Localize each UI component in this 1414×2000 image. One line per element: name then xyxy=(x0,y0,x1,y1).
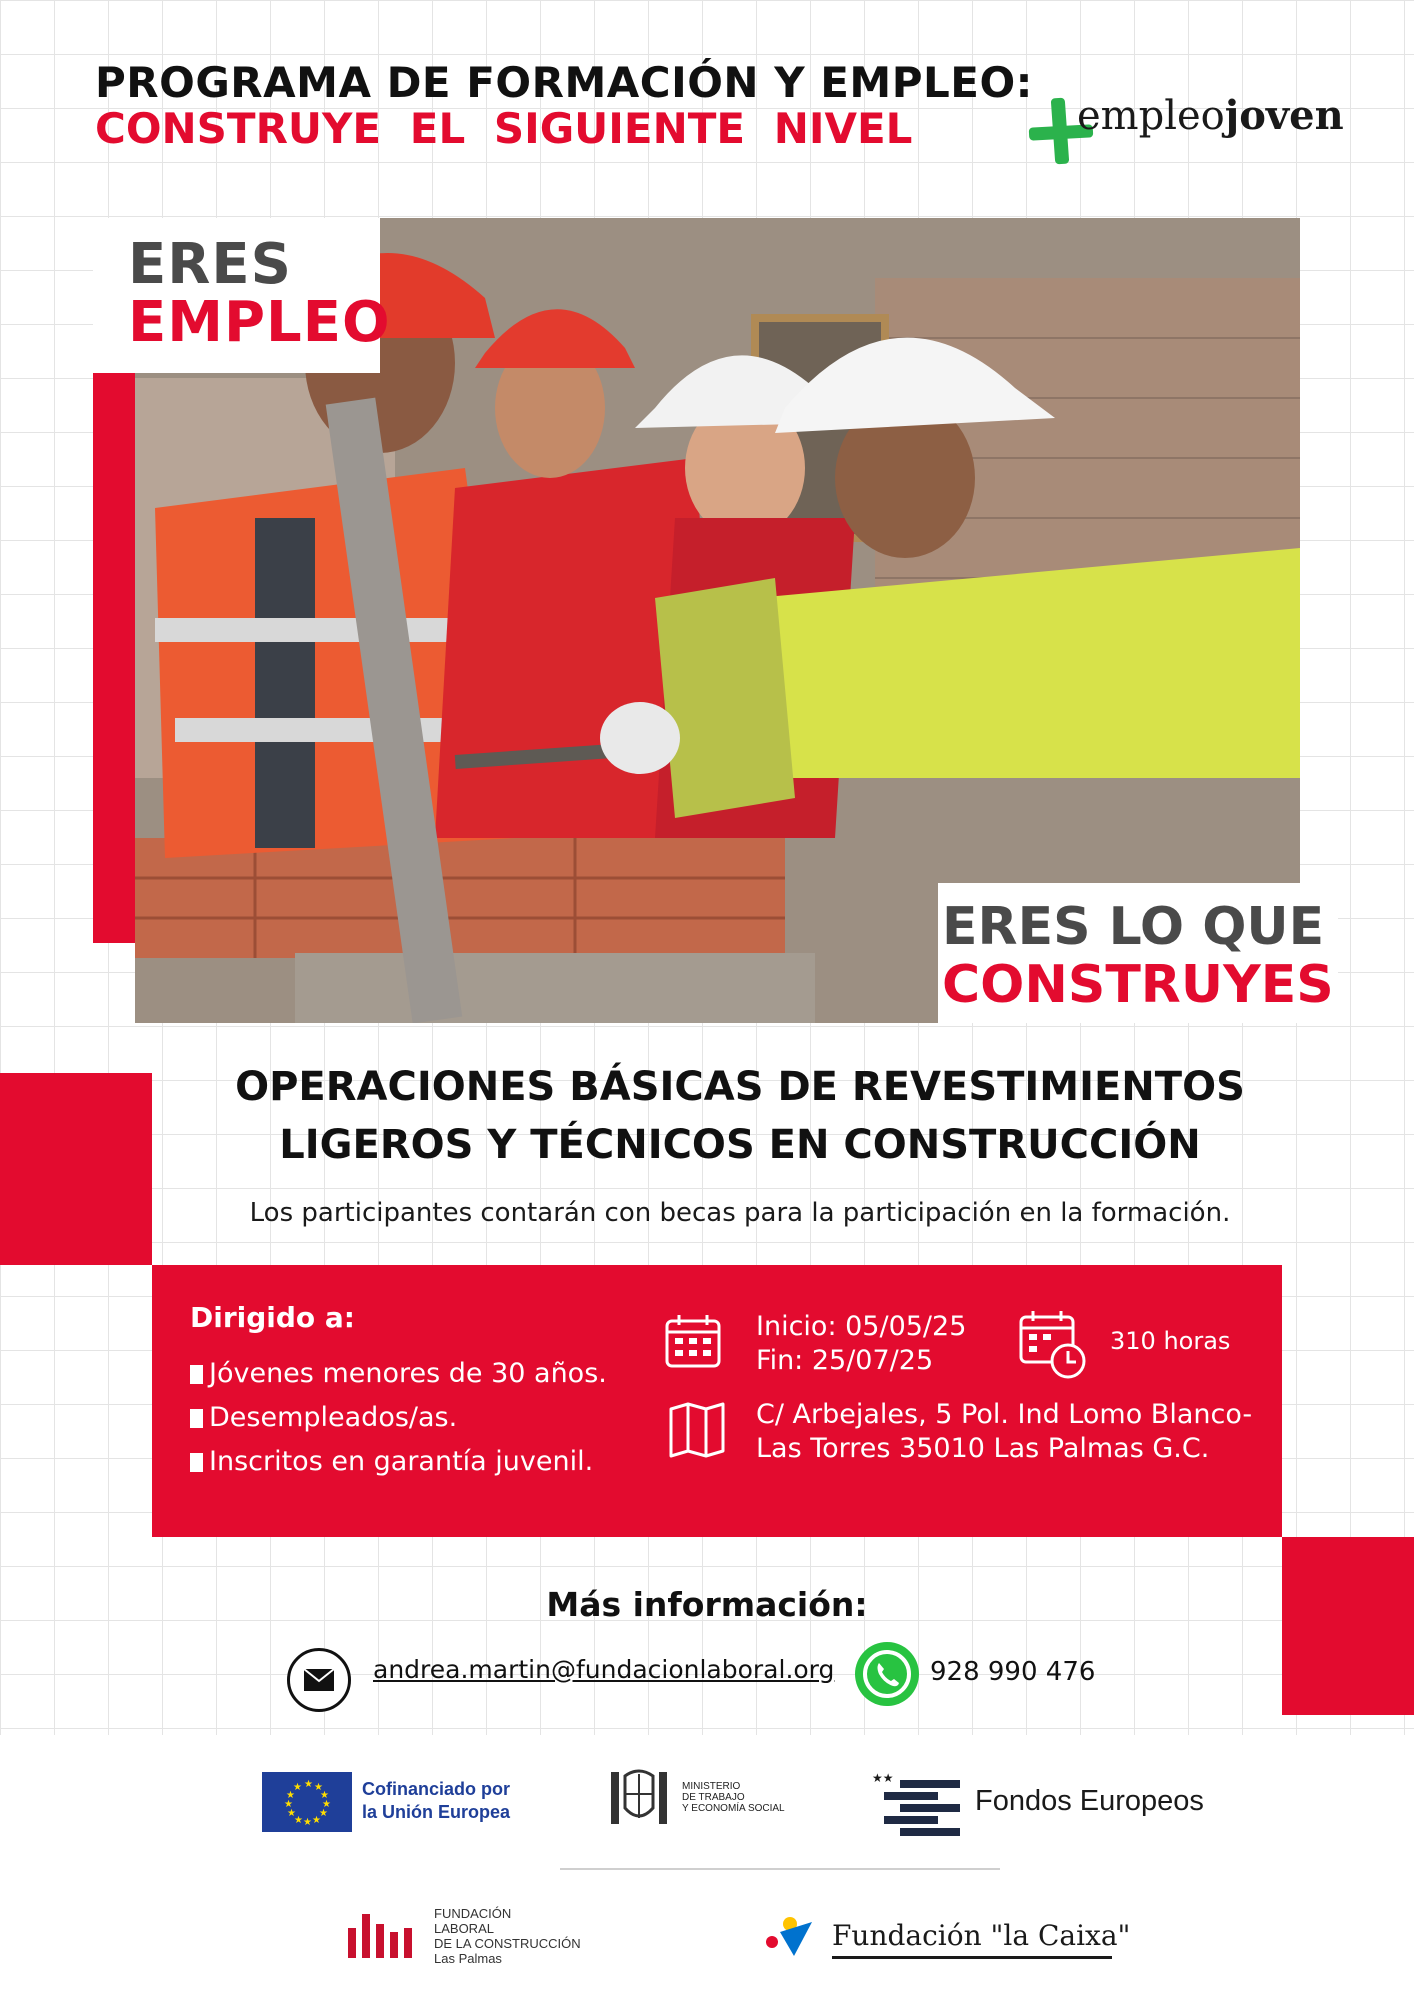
empleo-heading: EMPLEO xyxy=(128,290,391,355)
svg-text:★: ★ xyxy=(293,1782,302,1793)
dirigido-title: Dirigido a: xyxy=(190,1301,356,1334)
svg-text:★: ★ xyxy=(320,1790,329,1801)
square-bullet-icon xyxy=(190,1453,203,1472)
fondos-europeos-icon xyxy=(870,1768,970,1842)
flc-line3: DE LA CONSTRUCCIÓN xyxy=(434,1936,581,1951)
svg-text:★: ★ xyxy=(312,1815,321,1826)
program-title: PROGRAMA DE FORMACIÓN Y EMPLEO: xyxy=(95,58,1033,107)
eu-text-line1: Cofinanciado por xyxy=(362,1779,510,1799)
flc-line4: Las Palmas xyxy=(434,1951,502,1966)
eres-heading: ERES xyxy=(128,232,292,297)
svg-text:★: ★ xyxy=(284,1799,293,1810)
fundacion-laboral-icon xyxy=(348,1906,428,1970)
svg-text:★: ★ xyxy=(319,1808,328,1819)
mas-informacion-title: Más información: xyxy=(546,1585,868,1624)
whatsapp-icon xyxy=(855,1642,919,1706)
calendar-icon xyxy=(664,1313,722,1373)
mail-icon xyxy=(287,1648,351,1712)
email-link[interactable]: andrea.martin@fundacionlaboral.org xyxy=(373,1655,835,1684)
svg-text:★: ★ xyxy=(294,1815,303,1826)
dirigido-item xyxy=(190,1402,457,1433)
footer-divider xyxy=(560,1868,1000,1870)
eu-text-line2: la Unión Europea xyxy=(362,1802,511,1822)
course-title-line2: LIGEROS Y TÉCNICOS EN CONSTRUCCIÓN xyxy=(279,1122,1201,1168)
calendar-clock-icon xyxy=(1018,1309,1088,1383)
eu-flag-icon xyxy=(262,1772,352,1832)
eres-lo-que-heading: ERES LO QUE xyxy=(942,897,1325,957)
course-info-box xyxy=(152,1265,1282,1537)
left-red-accent-bar xyxy=(93,373,135,943)
dirigido-item-text: Desempleados/as. xyxy=(209,1402,458,1433)
svg-text:★: ★ xyxy=(314,1782,323,1793)
dirigido-item-text: Inscritos en garantía juvenil. xyxy=(209,1446,594,1477)
start-date: Inicio: 05/05/25 xyxy=(756,1311,967,1342)
construyes-heading: CONSTRUYES xyxy=(942,955,1334,1015)
empleojoven-suffix: joven xyxy=(1224,92,1344,139)
fundacion-la-caixa-text: Fundación "la Caixa" xyxy=(832,1919,1131,1952)
svg-text:★: ★ xyxy=(286,1790,295,1801)
becas-note: Los participantes contarán con becas para la participación en la formación. xyxy=(249,1198,1231,1228)
ministerio-line1: MINISTERIO xyxy=(682,1781,741,1792)
phone-number[interactable]: 928 990 476 xyxy=(930,1657,1096,1687)
svg-text:★: ★ xyxy=(287,1808,296,1819)
course-title xyxy=(160,1058,1320,1174)
fondos-europeos-text: Fondos Europeos xyxy=(975,1785,1204,1817)
square-bullet-icon xyxy=(190,1365,203,1384)
right-red-square xyxy=(1282,1537,1414,1715)
left-red-square xyxy=(0,1073,152,1265)
empleojoven-logo xyxy=(1025,88,1345,178)
fundacion-laboral-text xyxy=(434,1906,581,1966)
caixa-underline xyxy=(832,1956,1112,1959)
ministerio-text xyxy=(682,1781,785,1814)
ministerio-line2: DE TRABAJO xyxy=(682,1792,745,1803)
course-hours: 310 horas xyxy=(1110,1327,1231,1355)
svg-text:★: ★ xyxy=(304,1779,313,1790)
empleojoven-wordmark xyxy=(1077,92,1344,139)
dirigido-item xyxy=(190,1358,607,1389)
end-date: Fin: 25/07/25 xyxy=(756,1345,934,1376)
dirigido-item xyxy=(190,1446,593,1477)
flc-line2: LABORAL xyxy=(434,1921,494,1936)
flc-line1: FUNDACIÓN xyxy=(434,1906,512,1921)
course-title-line1: OPERACIONES BÁSICAS DE REVESTIMIENTOS xyxy=(235,1064,1245,1110)
program-subtitle: CONSTRUYE EL SIGUIENTE NIVEL xyxy=(95,104,913,153)
eu-cofinanciado-text xyxy=(362,1778,510,1824)
empleojoven-prefix: empleo xyxy=(1077,93,1225,139)
ministerio-line3: Y ECONOMÍA SOCIAL xyxy=(682,1803,785,1814)
address-line2: Las Torres 35010 Las Palmas G.C. xyxy=(756,1433,1210,1464)
svg-text:★★: ★★ xyxy=(872,1771,894,1785)
address-line1: C/ Arbejales, 5 Pol. Ind Lomo Blanco- xyxy=(756,1399,1253,1430)
caixa-star-icon xyxy=(758,1912,818,1972)
square-bullet-icon xyxy=(190,1409,203,1428)
dirigido-item-text: Jóvenes menores de 30 años. xyxy=(209,1358,607,1389)
map-icon xyxy=(668,1401,726,1463)
svg-text:★: ★ xyxy=(322,1799,331,1810)
svg-text:★: ★ xyxy=(303,1817,312,1828)
spain-coat-of-arms-icon xyxy=(603,1762,675,1838)
